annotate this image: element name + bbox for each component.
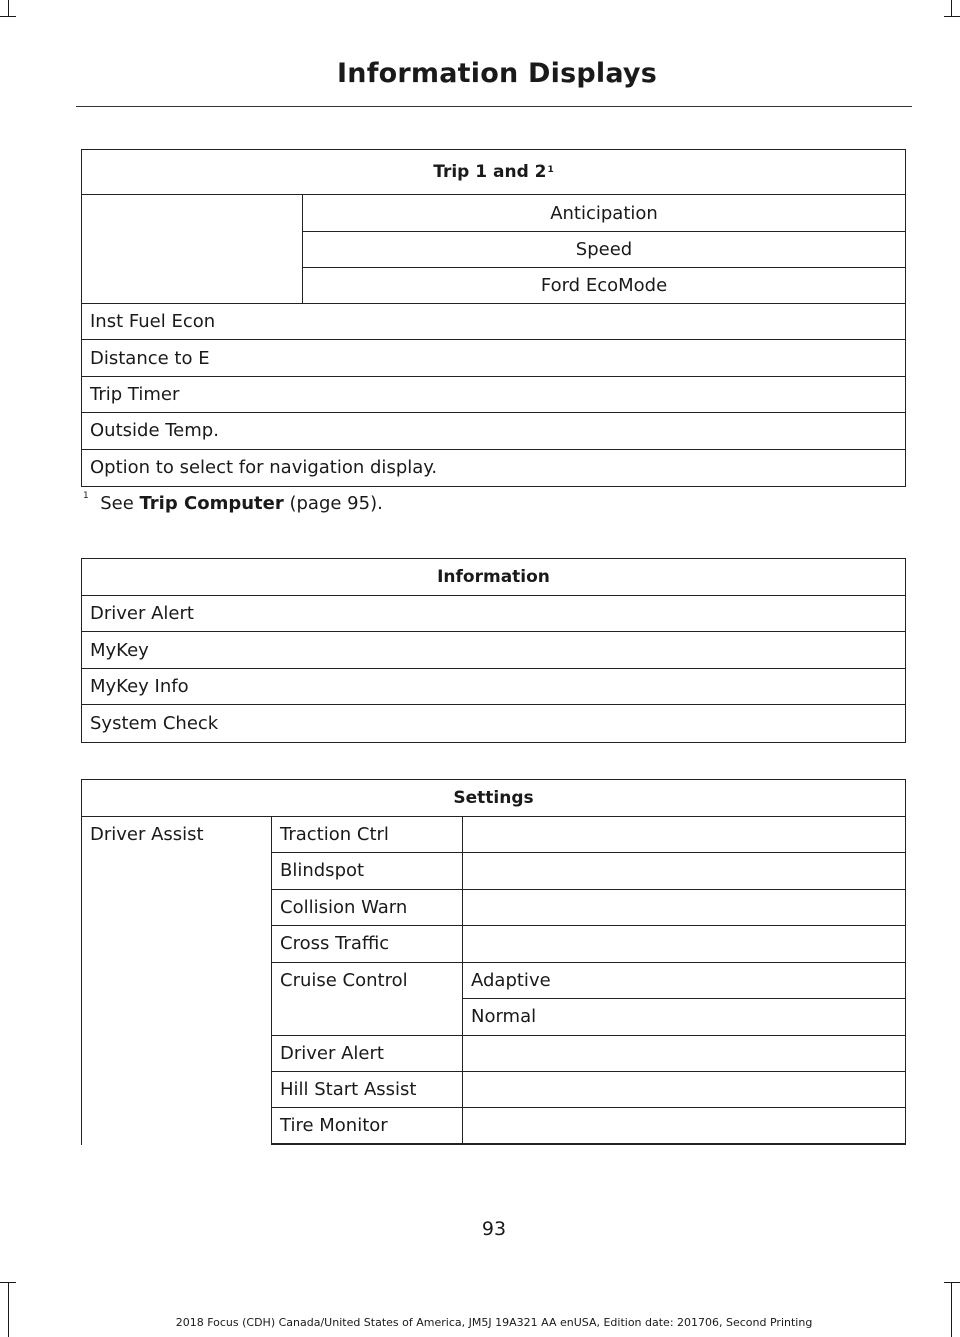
table-title: Settings [453, 788, 534, 808]
header-divider [76, 106, 912, 107]
settings-item: Tire Monitor [280, 1114, 388, 1136]
crop-mark [944, 1282, 960, 1283]
row-divider [271, 1143, 905, 1145]
table-header-row [82, 780, 905, 817]
crop-mark [8, 0, 9, 16]
table-header-row [82, 559, 905, 596]
crop-mark [951, 0, 952, 16]
table-row: Distance to E [82, 340, 905, 376]
trip-table [81, 149, 906, 487]
footnote: $^1$ See Trip Computer (page 95). [83, 491, 383, 514]
settings-item: Blindspot [280, 860, 365, 881]
page-number: 93 [481, 1218, 507, 1240]
table-row: Trip Timer [82, 377, 905, 413]
settings-item: Hill Start Assist [280, 1078, 417, 1100]
table-row: Outside Temp. [82, 413, 905, 449]
information-table [81, 558, 906, 743]
settings-item: Cruise Control [280, 969, 408, 991]
cruise-option: Adaptive [471, 969, 551, 991]
page-title: Information Displays [337, 58, 657, 89]
settings-table [81, 779, 906, 1145]
table-row: MyKey [82, 632, 905, 668]
table-row: MyKey Info [82, 669, 905, 705]
table-cell: Anticipation [550, 202, 658, 224]
table-row: Inst Fuel Econ [82, 304, 905, 340]
cross-reference-link[interactable]: Trip Computer [139, 493, 284, 514]
footer-edition-text: 2018 Focus (CDH) Canada/United States of America, JM5J 19A321 AA enUSA, Edition date: 201706, Second Printing [175, 1316, 813, 1329]
trip-subgroup [82, 195, 905, 304]
crop-mark [0, 1282, 16, 1283]
table-title: Information [437, 567, 550, 587]
settings-item: Collision Warn [280, 896, 408, 918]
table-header-row [82, 150, 905, 195]
table-row: Driver Alert [82, 596, 905, 632]
settings-group-label: Driver Assist [90, 823, 204, 845]
table-cell: Ford EcoMode [540, 274, 668, 296]
settings-item: Driver Alert [280, 1042, 384, 1064]
crop-mark [944, 16, 960, 17]
cruise-option: Normal [471, 1006, 537, 1027]
table-row: Option to select for navigation display. [90, 457, 438, 479]
settings-item: Cross Traffic [280, 933, 390, 954]
table-cell: Speed [575, 238, 633, 260]
settings-item: Traction Ctrl [280, 823, 389, 845]
table-row: System Check [90, 712, 219, 734]
crop-mark [0, 16, 16, 17]
table-title: Trip 1 and 2 $^1$ [433, 162, 554, 182]
